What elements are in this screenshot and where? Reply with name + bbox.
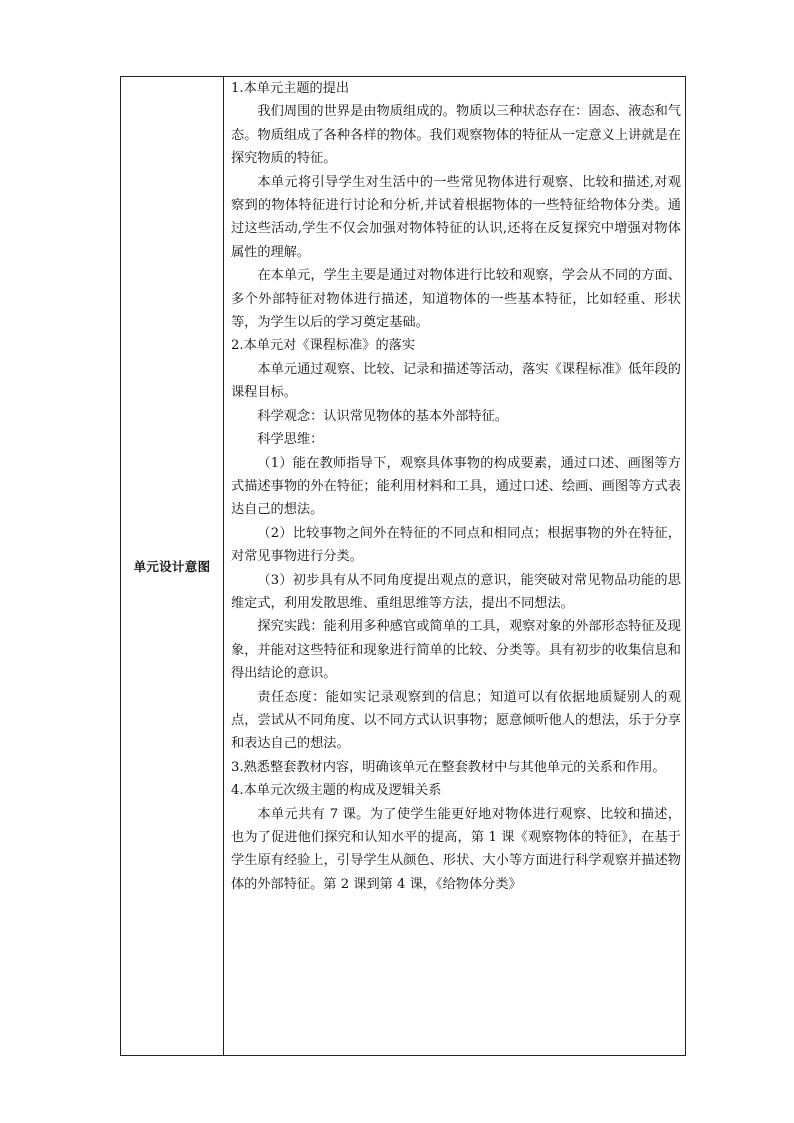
section-heading: 4.本单元次级主题的构成及逻辑关系 — [231, 783, 442, 799]
section-heading: 3.熟悉整套教材内容，明确该单元在整套教材中与其他单元的关系和作用。 — [231, 759, 666, 775]
section-heading: 1.本单元主题的提出 — [231, 81, 350, 96]
list-item: （2）比较事物之间外在特征的不同点和相同点；根据事物的外在特征，对常见事物进行分类。 — [231, 525, 681, 565]
paragraph: 本单元共有 7 课。为了使学生能更好地对物体进行观察、比较和描述，也为了促进他们探究和认知水平的提高，第 1 课《观察物体的特征》，在基于学生原有经验上，引导学生从颜色、形状、大小等方面进行科学观察并描述物体的外部特征。第 2 课到第 4 课，《给物体分类》 — [231, 806, 681, 892]
row-content — [224, 77, 686, 1056]
paragraph: 科学观念：认识常见物体的基本外部特征。 — [257, 408, 508, 424]
paragraph: 科学思维： — [257, 432, 324, 448]
section-heading: 2.本单元对《课程标准》的落实 — [231, 338, 416, 354]
design-intent-table — [120, 76, 686, 1056]
list-item: （3）初步具有从不同角度提出观点的意识，能突破对常见物品功能的思维定式，利用发散思维、重组思维等方法，提出不同想法。 — [231, 572, 681, 611]
paragraph: 探究实践：能利用多种感官或简单的工具，观察对象的外部形态特征及现象，并能对这些特征和现象进行简单的比较、分类等。具有初步的收集信息和得出结论的意识。 — [231, 619, 681, 682]
row-label: 单元设计意图 — [121, 77, 224, 1056]
paragraph: 本单元通过观察、比较、记录和描述等活动，落实《课程标准》低年段的课程目标。 — [231, 361, 681, 401]
table-row — [121, 77, 686, 1056]
paragraph: 在本单元，学生主要是通过对物体进行比较和观察，学会从不同的方面、多个外部特征对物体进行描述，知道物体的一些基本特征，比如轻重、形状等，为学生以后的学习奠定基础。 — [231, 268, 681, 331]
paragraph: 我们周围的世界是由物质组成的。物质以三种状态存在：固态、液态和气态。物质组成了各种各样的物体。我们观察物体的特征从一定意义上讲就是在探究物质的特征。 — [231, 104, 681, 167]
paragraph: 本单元将引导学生对生活中的一些常见物体进行观察、比较和描述,对观察到的物体特征进行讨论和分析,并试着根据物体的一些特征给物体分类。通过这些活动,学生不仅会加强对物体特征的认识,还将在反复探究中增强对物体属性的理解。 — [231, 174, 681, 260]
paragraph: 责任态度：能如实记录观察到的信息；知道可以有依据地质疑别人的观点，尝试从不同角度、以不同方式认识事物；愿意倾听他人的想法，乐于分享和表达自己的想法。 — [231, 689, 681, 752]
list-item: （1）能在教师指导下，观察具体事物的构成要素，通过口述、画图等方式描述事物的外在特征；能利用材料和工具，通过口述、绘画、画图等方式表达自己的想法。 — [231, 455, 681, 518]
